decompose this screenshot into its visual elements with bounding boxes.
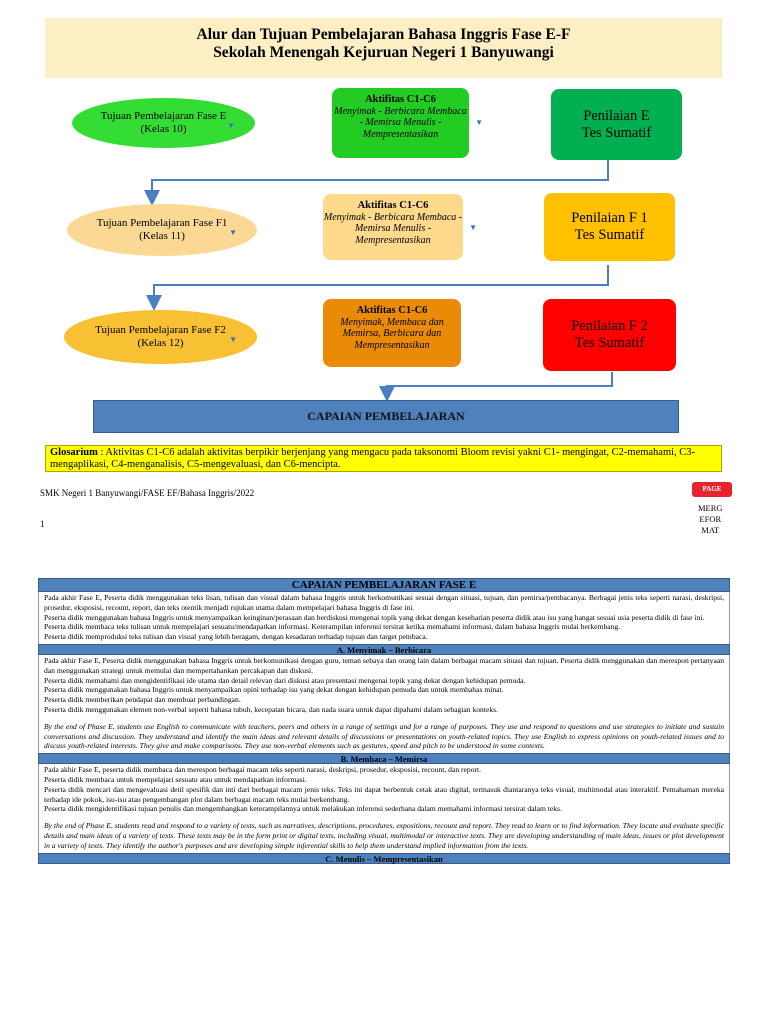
- section-paragraph: Peserta didik membaca untuk mempelajari sesuatu atau untuk mendapatkan informasi.: [44, 774, 307, 784]
- dropdown-arrow-icon[interactable]: ▼: [229, 227, 237, 237]
- page-number: 1: [40, 519, 45, 529]
- aktifitas-fase-e-body: Menyimak - Berbicara Membaca - Memirsa Menulis - Mempresentasikan: [334, 105, 467, 140]
- connector-row3-to-capaian: [387, 372, 612, 398]
- section-paragraph: Peserta didik menggunakan bahasa Inggris untuk menyampaikan opini terhadap isu yang dekat dengan kehidupan pemuda dan untuk membahas minat.: [44, 685, 504, 695]
- glossary-label: Glosarium: [50, 447, 98, 458]
- tujuan-fase-e-label: Tujuan Pembelajaran Fase E: [100, 110, 227, 122]
- aktifitas-fase-e-title: Aktifitas C1-C6: [365, 94, 436, 105]
- page-field-tag[interactable]: PAGE: [692, 482, 732, 497]
- section-paragraph: Pada akhir Fase E, peserta didik membaca dan merespon berbagai macam teks seperti narasi, deskripsi, prosedur, eksposisi, recount, dan report.: [44, 765, 482, 775]
- dropdown-arrow-icon[interactable]: ▼: [469, 222, 477, 232]
- dropdown-arrow-icon[interactable]: ▼: [227, 121, 235, 130]
- section-paragraph: Peserta didik memahami dan mengidentifikasi ide utama dan detail relevan dari diskusi atau presentasi mengenai topik yang dekat dengan kehidupan pemuda.: [44, 675, 526, 685]
- title-line-1: Alur dan Tujuan Pembelajaran Bahasa Inggris Fase E-F: [196, 26, 571, 43]
- section-paragraph: Pada akhir Fase E, Peserta didik menggunakan bahasa Inggris untuk berkomunikasi dengan guru, teman sebaya dan orang lain dalam berbagai macam situasi dan tujuan. Peserta didik menggunakan dan merespon pertanyaan dan menggunakan strategi untuk memulai dan mempertahankan percakapan dan diskusi.: [44, 655, 724, 675]
- section-english-text: By the end of Phase E, students use English to communicate with teachers, peers and others in a range of settings and for a range of purposes. They use and respond to questions and use strategies to initiate and sustain conversations and discussion. They understand and identify the main ideas and relevant details of discussions or presentations on youth-related topics. They use English to express opinions on youth-related issues and to discuss youth-related interests. They give and make comparisons. They use non-verbal elements such as gestures, speed and pitch to be understood in some contexts.: [44, 721, 724, 751]
- tujuan-fase-e-class: (Kelas 10): [140, 123, 187, 135]
- aktifitas-fase-f1-box[interactable]: [323, 194, 477, 260]
- tujuan-fase-f2-class: (Kelas 12): [137, 337, 184, 349]
- penilaian-f1-title: Penilaian F 1: [571, 210, 648, 226]
- page-footer: SMK Negeri 1 Banyuwangi/FASE EF/Bahasa Inggris/2022: [40, 488, 255, 498]
- section-paragraph: Peserta didik mengidentifikasi tujuan penulis dan mengembangkan keterampilannya untuk melakukan inferensi sederhana dalam memahami informasi tersirat dalam teks.: [44, 804, 562, 814]
- capaian-fase-e-title: CAPAIAN PEMBELAJARAN FASE E: [38, 578, 730, 592]
- mergeformat-field: MERG EFOR MAT: [698, 503, 723, 535]
- aktifitas-fase-f2-box[interactable]: [323, 299, 461, 367]
- section-heading-menyimak: A. Menyimak – Berbicara: [38, 644, 730, 655]
- glossary-text: : Aktivitas C1-C6 adalah aktivitas berpikir berjenjang yang mengacu pada taksonomi Bloom revisi yakni C1- mengingat, C2-memahami, C3-mengaplikasi, C4-menganalisis, C5-mengevaluasi, dan C6-mencipta.: [50, 447, 696, 470]
- tujuan-fase-f1-class: (Kelas 11): [139, 230, 185, 242]
- section-english-text: By the end of Phase E, students read and respond to a variety of texts, such as narratives, descriptions, procedures, expositions, recount and report. They read to learn or to find information. They locate and evaluate specific details and main ideas of a variety of texts. These texts may be in the form print or digital texts, including visual, multimodal or interactive texts. They are developing understanding of main ideas, issues or plot development in a variety of texts. They identify the author's purposes and are developing simple inferential skills to help them understand implied information from the texts.: [44, 821, 724, 850]
- tujuan-fase-f1-oval[interactable]: [67, 204, 257, 256]
- penilaian-e-title: Penilaian E: [583, 107, 650, 124]
- tujuan-fase-e-oval[interactable]: [72, 98, 255, 148]
- section-paragraph: Peserta didik memberikan pendapat dan membuat perbandingan.: [44, 695, 241, 705]
- tujuan-fase-f2-oval[interactable]: [64, 310, 257, 364]
- capaian-fase-e-table: [38, 578, 730, 1024]
- aktifitas-fase-f1-body: Menyimak - Berbicara Membaca - Memirsa Menulis - Mempresentasikan: [323, 211, 463, 246]
- penilaian-f2-title: Penilaian F 2: [571, 318, 648, 334]
- penilaian-f2-box[interactable]: [543, 299, 676, 371]
- intro-paragraph: Peserta didik memproduksi teks tulisan dan visual yang lebih beragam, dengan kesadaran terhadap tujuan dan target pembaca.: [44, 632, 428, 642]
- penilaian-e-box[interactable]: [551, 89, 682, 160]
- intro-paragraph: Peserta didik membaca teks tulisan untuk mempelajari sesuatu/mendapatkan informasi. Keterampilan inferensi tersirat ketika memahami informasi, dalam bahasa Inggris mulai berkembang.: [44, 622, 621, 632]
- tujuan-fase-f1-label: Tujuan Pembelajaran Fase F1: [96, 217, 228, 229]
- capaian-pembelajaran-bar[interactable]: CAPAIAN PEMBELAJARAN: [93, 400, 679, 433]
- section-heading-membaca: B. Membaca – Memirsa: [38, 753, 730, 764]
- aktifitas-fase-f2-body: Menyimak, Membaca dan Memirsa, Berbicara dan Mempresentasikan: [340, 316, 444, 351]
- penilaian-f2-subtitle: Tes Sumatif: [574, 335, 645, 351]
- title-line-2: Sekolah Menengah Kejuruan Negeri 1 Banyuwangi: [213, 44, 554, 61]
- capaian-intro: [38, 592, 730, 644]
- intro-paragraph: Pada akhir Fase E, Peserta didik menggunakan teks lisan, tulisan dan visual dalam bahasa Inggris untuk berkomunikasi sesuai dengan situasi, tujuan, dan pemirsa/pembacanya. Berbagai jenis teks seperti narasi, deskripsi, prosedur, eksposisi, recount, report, dan teks otentik menjadi rujukan utama dalam mempelajari bahasa Inggris di fase ini.: [44, 593, 724, 612]
- penilaian-e-subtitle: Tes Sumatif: [581, 124, 652, 141]
- penilaian-f1-subtitle: Tes Sumatif: [574, 227, 645, 243]
- aktifitas-fase-f1-title: Aktifitas C1-C6: [357, 200, 429, 211]
- dropdown-arrow-icon[interactable]: ▼: [475, 118, 483, 128]
- glossary-box: [45, 445, 722, 472]
- tujuan-fase-f2-label: Tujuan Pembelajaran Fase F2: [95, 324, 226, 336]
- dropdown-arrow-icon[interactable]: ▼: [229, 334, 237, 344]
- aktifitas-fase-f2-title: Aktifitas C1-C6: [356, 305, 428, 316]
- intro-paragraph: Peserta didik menggunakan bahasa Inggris untuk menyampaikan keinginan/perasaan dan berdiskusi mengenai topik yang dekat dengan keseharian peserta didik atau isu yang hangat sesuai usia peserta didik di fase ini.: [44, 612, 705, 622]
- aktifitas-fase-e-box[interactable]: [332, 88, 483, 158]
- penilaian-f1-box[interactable]: [544, 193, 675, 261]
- section-heading-menulis: C. Menulis – Mempresentasikan: [38, 853, 730, 864]
- section-body-menyimak: [38, 655, 730, 753]
- section-paragraph: Peserta didik menggunakan elemen non-verbal seperti bahasa tubuh, kecepatan bicara, dan nada suara untuk dapat dipahami dalam sebagian konteks.: [44, 704, 498, 714]
- section-body-membaca: [38, 764, 730, 852]
- section-paragraph: Peserta didik mencari dan mengevaluasi detil spesifik dan inti dari berbagai macam jenis teks. Teks ini dapat berbentuk cetak atau digital, termasuk diantaranya teks visual, multimodal atau interaktif. Pemahaman mereka terhadap ide pokok, isu-isu atau pengembangan plot dalam berbagai macam teks mulai berkembang.: [44, 784, 724, 804]
